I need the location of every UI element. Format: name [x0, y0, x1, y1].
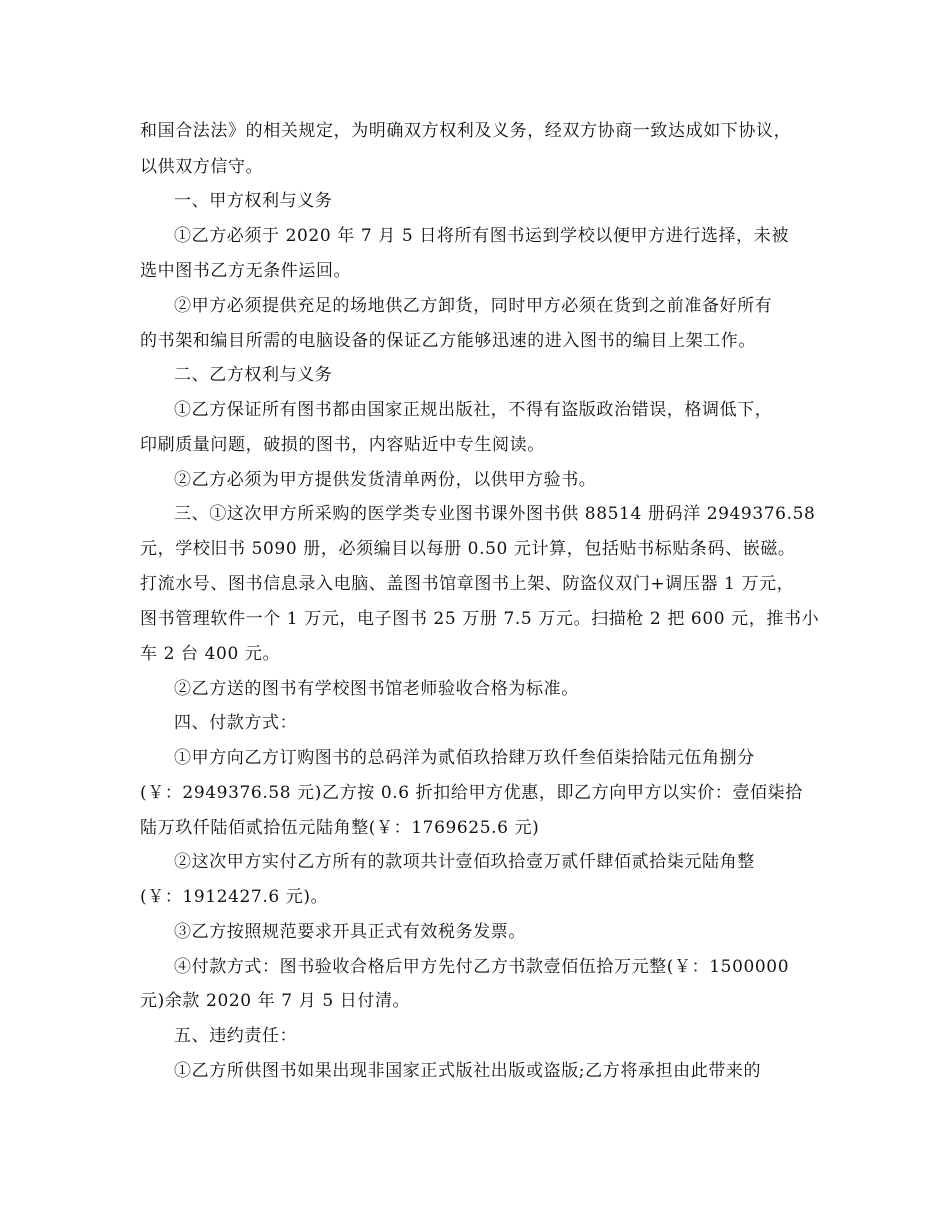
- text-line-15: 图书管理软件一个 1 万元，电子图书 25 万册 7.5 万元。扫描枪 2 把 600 元，推书小: [140, 609, 820, 629]
- text-line-1: 和国合法法》的相关规定，为明确双方权利及义务，经双方协商一致达成如下协议，: [140, 121, 792, 141]
- text-line-24: ③乙方按照规范要求开具正式有效税务发票。: [174, 922, 526, 942]
- text-line-22: ②这次甲方实付乙方所有的款项共计壹佰玖拾壹万贰仟肆佰贰拾柒元陆角整: [174, 852, 755, 872]
- text-line-11: ②乙方必须为甲方提供发货清单两份，以供甲方验书。: [174, 470, 597, 490]
- text-line-9: ①乙方保证所有图书都由国家正规出版社，不得有盗版政治错误，格调低下，: [174, 400, 773, 420]
- text-line-2: 以供双方信守。: [140, 157, 264, 177]
- section-heading-5: 五、违约责任：: [174, 1026, 298, 1046]
- text-line-28: ①乙方所供图书如果出现非国家正式版社出版或盗版;乙方将承担由此带来的: [174, 1061, 762, 1081]
- text-line-10: 印刷质量问题，破损的图书，内容贴近中专生阅读。: [140, 435, 545, 455]
- text-line-17: ②乙方送的图书有学校图书馆老师验收合格为标准。: [174, 679, 579, 699]
- text-line-20: (￥：2949376.58 元)乙方按 0.6 折扣给甲方优惠，即乙方向甲方以实价：壹佰柒拾: [140, 783, 803, 803]
- text-line-12: 三、①这次甲方所采购的医学类专业图书课外图书供 88514 册码洋 2949376.58: [174, 504, 816, 524]
- text-line-13: 元，学校旧书 5090 册，必须编目以每册 0.50 元计算，包括贴书标贴条码、嵌磁。: [140, 539, 796, 559]
- section-heading-2: 二、乙方权利与义务: [174, 365, 333, 385]
- text-line-23: (￥：1912427.6 元)。: [140, 887, 329, 907]
- text-line-19: ①甲方向乙方订购图书的总码洋为贰佰玖拾肆万玖仟叁佰柒拾陆元伍角捌分: [174, 748, 755, 768]
- section-heading-4: 四、付款方式：: [174, 713, 298, 733]
- text-line-6: ②甲方必须提供充足的场地供乙方卸货，同时甲方必须在货到之前准备好所有: [174, 296, 773, 316]
- text-line-25: ④付款方式：图书验收合格后甲方先付乙方书款壹佰伍拾万元整(￥：1500000: [174, 957, 790, 977]
- section-heading-1: 一、甲方权利与义务: [174, 191, 333, 211]
- text-line-26: 元)余款 2020 年 7 月 5 日付清。: [140, 991, 411, 1011]
- text-line-14: 打流水号、图书信息录入电脑、盖图书馆章图书上架、防盗仪双门+调压器 1 万元，: [140, 574, 795, 594]
- text-line-21: 陆万玖仟陆佰贰拾伍元陆角整(￥：1769625.6 元): [140, 818, 540, 838]
- text-line-4: ①乙方必须于 2020 年 7 月 5 日将所有图书运到学校以便甲方进行选择，未被: [174, 226, 789, 246]
- text-line-7: 的书架和编目所需的电脑设备的保证乙方能够迅速的进入图书的编目上架工作。: [140, 331, 756, 351]
- text-line-16: 车 2 台 400 元。: [140, 644, 281, 664]
- text-line-5: 选中图书乙方无条件运回。: [140, 261, 352, 281]
